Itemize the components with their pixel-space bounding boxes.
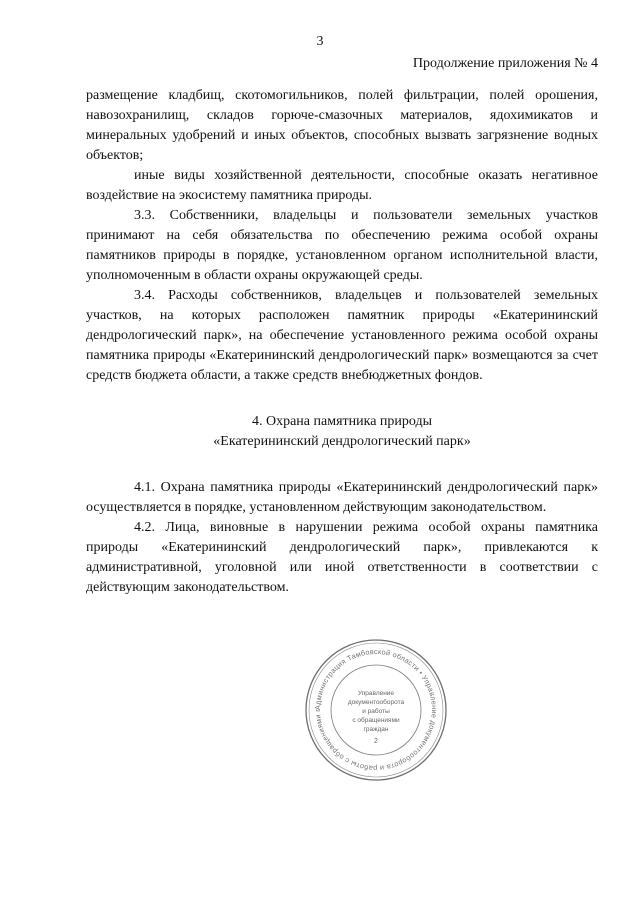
- svg-text:Администрация Тамбовской облас: Администрация Тамбовской области • Управление документооборота и работы с обращениями г: [312, 646, 440, 774]
- svg-text:2: 2: [374, 738, 378, 745]
- svg-text:с обращениями: с обращениями: [352, 717, 400, 724]
- page-number: 3: [316, 34, 324, 49]
- svg-text:и работы: и работы: [362, 708, 390, 715]
- seal-graphic: [303, 637, 449, 783]
- paragraph-3-4: 3.4. Расходы собственников, владельцев и пользователей земельных участков, на которых расположен памятник природы «Екатерининский дендрологический парк», на обеспечение установленного режима особой охраны памятника природы «Екатерининский дендрологический парк» возмещаются за счет средств бюджета области, а также средств внебюджетных фондов.: [86, 288, 598, 383]
- section-4-title-line2: «Екатерининский дендрологический парк»: [213, 434, 471, 449]
- svg-text:документооборота: документооборота: [347, 699, 405, 706]
- official-seal: [303, 637, 449, 783]
- svg-text:Управление: Управление: [357, 690, 395, 697]
- section-4-title: [86, 412, 598, 452]
- paragraph-burial-sites: размещение кладбищ, скотомогильников, полей фильтрации, полей орошения, навозохранилищ, складов горюче-смазочных материалов, ядохимикатов и минеральных удобрений и иных объектов, способных вызвать загрязнение водных объектов;: [86, 88, 598, 163]
- paragraph-other-activities: иные виды хозяйственной деятельности, способные оказать негативное воздействие на экосистему памятника природы.: [86, 168, 598, 203]
- paragraph-4-1: 4.1. Охрана памятника природы «Екатерининский дендрологический парк» осуществляется в порядке, установленном действующим законодательством.: [86, 480, 598, 515]
- svg-text:граждан: граждан: [363, 726, 389, 733]
- appendix-header: Продолжение приложения № 4: [412, 56, 598, 71]
- paragraph-4-2: 4.2. Лица, виновные в нарушении режима особой охраны памятника природы «Екатерининский дендрологический парк», привлекаются к административной, уголовной или иной ответственности в соответствии с действующим законодательством.: [86, 520, 598, 595]
- paragraph-3-3: 3.3. Собственники, владельцы и пользователи земельных участков принимают на себя обязательства по обеспечению режима особой охраны памятников природы в порядке, установленном органом исполнительной власти, уполномоченным в области охраны окружающей среды.: [86, 208, 598, 283]
- document-body: [86, 86, 598, 598]
- section-4-title-line1: 4. Охрана памятника природы: [251, 414, 433, 429]
